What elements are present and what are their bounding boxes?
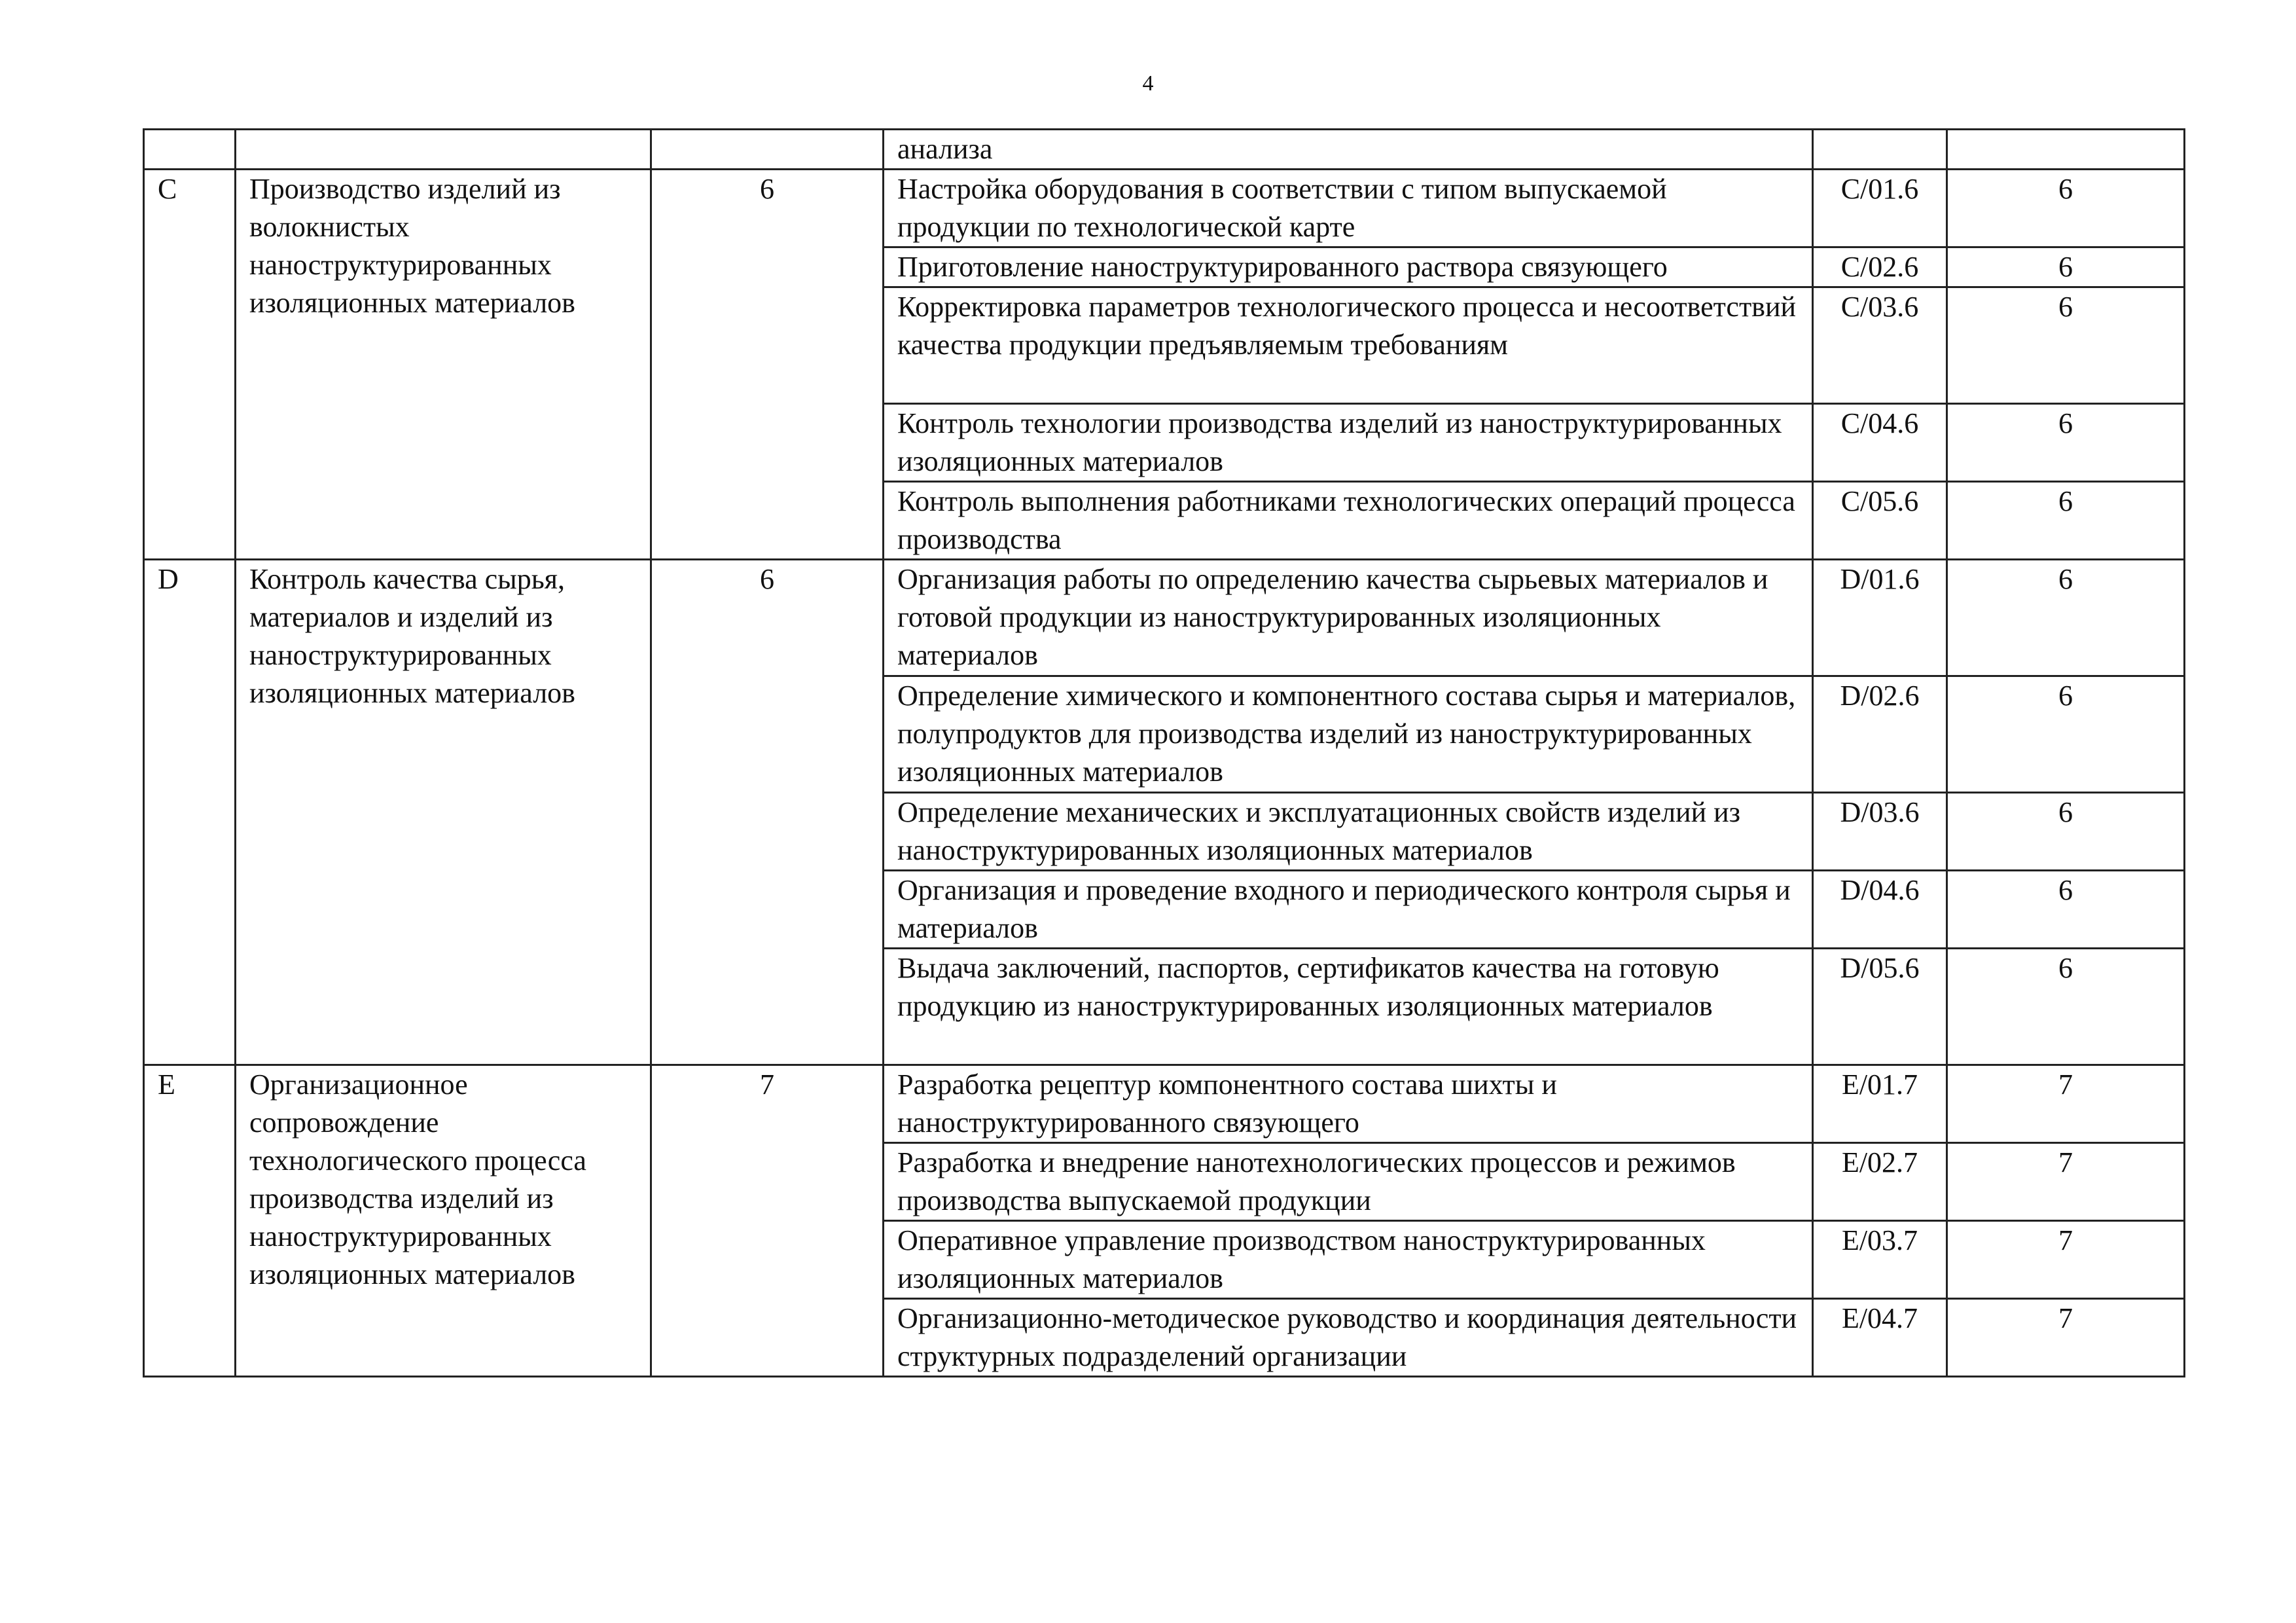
function-code-cell: D/02.6 bbox=[1813, 676, 1947, 793]
group-name-cell: Организационное сопровождение технологического процесса производства изделий из наноструктурированных изоляционных материалов bbox=[236, 1065, 651, 1377]
function-code-cell: E/01.7 bbox=[1813, 1065, 1947, 1143]
function-name-cell: Настройка оборудования в соответствии с типом выпускаемой продукции по технологической карте bbox=[884, 170, 1813, 247]
function-code-cell: C/02.6 bbox=[1813, 247, 1947, 287]
table-cell-empty bbox=[236, 130, 651, 170]
function-level-cell: 6 bbox=[1947, 793, 2185, 871]
function-level-cell: 6 bbox=[1947, 287, 2185, 404]
function-code-cell: D/04.6 bbox=[1813, 871, 1947, 949]
table-cell-empty bbox=[1947, 130, 2185, 170]
function-level-cell: 6 bbox=[1947, 949, 2185, 1065]
function-level-cell: 7 bbox=[1947, 1065, 2185, 1143]
group-name-cell: Контроль качества сырья, материалов и изделий из наноструктурированных изоляционных материалов bbox=[236, 560, 651, 1065]
table-row bbox=[144, 170, 2185, 247]
function-name-cell: Контроль технологии производства изделий из наноструктурированных изоляционных материалов bbox=[884, 404, 1813, 482]
function-level-cell: 6 bbox=[1947, 247, 2185, 287]
function-code-cell: E/04.7 bbox=[1813, 1299, 1947, 1377]
function-name-cell: Определение механических и эксплуатационных свойств изделий из наноструктурированных изоляционных материалов bbox=[884, 793, 1813, 871]
function-code-cell: D/01.6 bbox=[1813, 560, 1947, 676]
group-level-cell: 6 bbox=[651, 170, 884, 560]
group-name-cell: Производство изделий из волокнистых наноструктурированных изоляционных материалов bbox=[236, 170, 651, 560]
group-code-cell: E bbox=[144, 1065, 236, 1377]
table-row bbox=[144, 130, 2185, 170]
function-name-cell: Организация и проведение входного и периодического контроля сырья и материалов bbox=[884, 871, 1813, 949]
function-name-cell: Разработка рецептур компонентного состава шихты и наноструктурированного связующего bbox=[884, 1065, 1813, 1143]
table-cell-empty bbox=[1813, 130, 1947, 170]
group-code-cell: C bbox=[144, 170, 236, 560]
group-code-cell: D bbox=[144, 560, 236, 1065]
function-name-cell: анализа bbox=[884, 130, 1813, 170]
function-level-cell: 6 bbox=[1947, 871, 2185, 949]
function-name-cell: Разработка и внедрение нанотехнологических процессов и режимов производства выпускаемой продукции bbox=[884, 1143, 1813, 1221]
function-code-cell: E/03.7 bbox=[1813, 1221, 1947, 1299]
function-code-cell: D/05.6 bbox=[1813, 949, 1947, 1065]
function-level-cell: 6 bbox=[1947, 482, 2185, 560]
function-name-cell: Оперативное управление производством наноструктурированных изоляционных материалов bbox=[884, 1221, 1813, 1299]
function-code-cell: C/05.6 bbox=[1813, 482, 1947, 560]
group-level-cell: 7 bbox=[651, 1065, 884, 1377]
group-level-cell: 6 bbox=[651, 560, 884, 1065]
function-level-cell: 6 bbox=[1947, 560, 2185, 676]
table-row bbox=[144, 560, 2185, 676]
table-cell-empty bbox=[144, 130, 236, 170]
function-level-cell: 7 bbox=[1947, 1221, 2185, 1299]
function-name-cell: Организационно-методическое руководство и координация деятельности структурных подразделений организации bbox=[884, 1299, 1813, 1377]
function-level-cell: 7 bbox=[1947, 1143, 2185, 1221]
function-name-cell: Определение химического и компонентного состава сырья и материалов, полупродуктов для производства изделий из наноструктурированных изоляционных материалов bbox=[884, 676, 1813, 793]
function-code-cell: C/04.6 bbox=[1813, 404, 1947, 482]
function-level-cell: 6 bbox=[1947, 170, 2185, 247]
function-level-cell: 6 bbox=[1947, 676, 2185, 793]
function-name-cell: Контроль выполнения работниками технологических операций процесса производства bbox=[884, 482, 1813, 560]
function-name-cell: Приготовление наноструктурированного раствора связующего bbox=[884, 247, 1813, 287]
function-name-cell: Организация работы по определению качества сырьевых материалов и готовой продукции из наноструктурированных изоляционных материалов bbox=[884, 560, 1813, 676]
function-code-cell: E/02.7 bbox=[1813, 1143, 1947, 1221]
function-code-cell: C/01.6 bbox=[1813, 170, 1947, 247]
table-cell-empty bbox=[651, 130, 884, 170]
table-row bbox=[144, 1065, 2185, 1143]
function-level-cell: 7 bbox=[1947, 1299, 2185, 1377]
function-code-cell: C/03.6 bbox=[1813, 287, 1947, 404]
page-number: 4 bbox=[1142, 71, 1154, 96]
function-level-cell: 6 bbox=[1947, 404, 2185, 482]
function-code-cell: D/03.6 bbox=[1813, 793, 1947, 871]
functions-table bbox=[143, 128, 2185, 1377]
function-name-cell: Выдача заключений, паспортов, сертификатов качества на готовую продукцию из наноструктурированных изоляционных материалов bbox=[884, 949, 1813, 1065]
function-name-cell: Корректировка параметров технологического процесса и несоответствий качества продукции предъявляемым требованиям bbox=[884, 287, 1813, 404]
